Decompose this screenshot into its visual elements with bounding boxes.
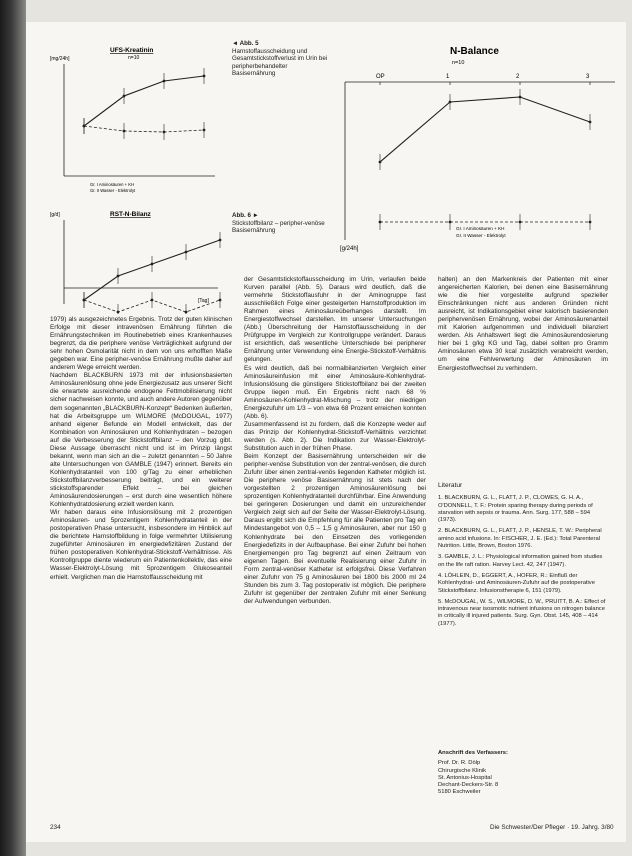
journal-footer: Die Schwester/Der Pfleger · 19. Jahrg. 3/80	[490, 824, 614, 831]
fig3-title: N-Balance	[450, 46, 499, 57]
literature-item: 3. GAMBLE, J. L.: Physiological information gained from studies on the life raft ration. Harvey Lect. 42, 247 (1947).	[438, 554, 603, 568]
caption-abb5-text: Harnstoffausscheidung und Gesamtstickstoffverlust im Urin bei peripherbehandelter Basisernährung	[232, 47, 328, 78]
literature-heading: Literatur	[438, 482, 463, 489]
fig1-series-gr1-line	[84, 76, 204, 126]
figure-rst-n-bilanz	[50, 208, 225, 314]
fig1-series-gr2-line	[84, 126, 204, 132]
fig1-legend-1: Gr. I Aminosäuren + KH	[90, 182, 135, 187]
fig3-tick-label: 1	[446, 74, 450, 80]
fig1-legend-2: Gr. II Wasser - Elektrolyt	[90, 188, 136, 193]
fig3-n: n=10	[452, 60, 465, 66]
fig1-title: UFS-Kreatinin	[110, 47, 154, 54]
literature-item: 5. McDOUGAL, W. S., WILMORE, D. W., PRUITT, B. A.: Effect of intravenous near isosmotic nutrient infusions on nitrogen balance in critically ill injured patients. Surg. Gyn. Obst. 145, 408 – 414 (1977).	[438, 598, 606, 627]
fig1-unit: [mg/24h]	[50, 56, 70, 62]
fig1-n: n=10	[128, 55, 140, 61]
col2-paragraph: Beim Konzept der Basisernährung unterscheiden wir die peripher-venöse Substitution von der zentral-venösen, die durch Zufuhr über einen zentral-venös liegenden Katheter möglich ist. Die periphere venöse Basisernährung ist stets nach der vorgestellten 2 prozentigen Aminosäurenlösung bei sprozentigen Kohlenhydratanteil durchführbar. Eine Anwendung bei geringeren Dosierungen und damit ein unzureichender Vergleich zeigt sich auf der Seite der Wasser-Elektrolyt-Lösung. Daraus ergibt sich die Empfehlung für alle Patienten pro Tag ein Mindestangebot von 0,5 – 1,5 g Aminosäuren, aber nur 150 g Kohlenhydrate bei den Einsetzen des vorliegenden Energiedefizits in der Aufbauphase. Bei einer Zufuhr bei hohen Energiemengen pro Tag begrenzt auf einen Zeitraum von eigenen Tagen. Bei eventuelle Realisierung einer Zufuhr in Form zentral-venöser Katheter ist erfolgsfrei. Diese Verfahren einer Zufuhr von 75 g Aminosäuren bei 1800 bis 2000 ml 24 Stunden bis zum 3. Tag postoperativ ist möglich. Die periphere Zufuhr ist gegenüber der zentralen Zufuhr mit einer Senkung der Aufwendungen verbunden.	[244, 453, 426, 605]
fig3-tick-label: 3	[586, 74, 590, 80]
caption-abb6	[232, 212, 330, 235]
figure-n-balance	[340, 40, 618, 256]
body-column-1	[50, 316, 232, 582]
fig2-unit: [g/d]	[50, 212, 60, 218]
caption-abb6-label: Abb. 6 ►	[232, 212, 259, 219]
literature-item: 2. BLACKBURN, G. L., FLATT, J. P., HENSLE, T. W.: Peripheral amino acid infusions. In: FISCHER, J. E. (Ed.): Total Parenteral Nutrition. Little, Brown, Boston 1976.	[438, 528, 602, 550]
col3-paragraph: halten) an den Markenkreis der Patienten mit einer angereicherten Kalorien, bei denen eine Basisernährung wie die hier vorgestellte aufgrund spezieller Einschränkungen nicht aus anderen Gründen nicht ausreicht, ist Indikationsgebiet einer kalorisch basierenden periphervenösen Ernährung, wobei der Aminosäurenanteil mit Kalorien aufgenommen und individuell bilanziert werden. Als Anhaltswert liegt die Aminosäurendosierung hier bei 1 g/kg KG und Tag, dabei sollten pro Gramm Aminosäuren etwa 30 kcal zusätzlich verabreicht werden, um eine Fehlverwertung der Aminosäuren im Energiestoffwechsel zu verhindern.	[438, 276, 608, 372]
col2-paragraph: der Gesamtstickstoffausscheidung im Urin, verlaufen beide Kurven parallel (Abb. 5). Daraus wird deutlich, daß die vermehrte Stickstoffausfuhr in der Aminogruppe fast ausschließlich Folge einer gesteigerten Harnstoffproduktion im Rahmen eines Aminosäureüberhanges darstellt. Im Energiestoffwechsel darstellen. Im unserer Untersuchungen (Abb.) Überschreitung der Harnstoffausscheidung in der Prüfgruppe im Vergleich zur Kontrollgruppe verändert. Daraus ist ersichtlich, daß wesentliche Unterschiede bei peripherer Ernährung unter Verwendung eine Energie-Stickstoff-Verhältnis gelungen.	[244, 276, 426, 364]
col2-paragraph: Zusammenfassend ist zu fordern, daß die Konzepte weder auf das Prinzip der Kohlenhydrat-Stickstoff-Verhältnis verzichtet werden (s. Abb. 2). Die Indikation zur Wasser-Elektrolyt-Substitution auch in der frühen Phase.	[244, 420, 426, 452]
fig3-legend-2: Gr. II Wasser - Elektrolyt	[456, 233, 506, 238]
fig3-tick-label: OP	[376, 74, 385, 80]
col1-paragraph: Nachdem BLACKBURN 1973 mit der infusionsbasierten Aminosäurenlösung ohne jede Energiezusatz aus unserer Sicht die erwartete ausreichende endogene Fettmobilisierung nicht sicher nachweisen konnte, und auch andere Autoren gegenüber dem sogenannten „BLACKBURN-Konzept“ Bedenken äußerten, hat die Arbeitsgruppe um WILMORE (McDOUGAL, 1977) anhand eigener Befunde ein Modell entwickelt, das der Kombination von Aminosäuren und Kohlenhydraten – bezogen auf die Verbesserung der Stickstoffbilanz – den Vorzug gibt. Diese Aussage überrascht nicht und ist im Prinzip längst bekannt, wenn man sich an die – zuletzt genannten – 50 Jahre alte Untersuchungen von GAMBLE (1947) erinnert. Bereits ein Kohlenhydratanteil von 100 g/Tag zu einer erheblichen Stickstoffbilanzverbesserung beiträgt, und ein weiterer stickstoffsparender Effekt – bei gleichen Aminosäurendosierungen – erst durch eine wesentlich höhere Kohlenhydratdosierung erzielt werden kann.	[50, 372, 232, 509]
address-line: Dechant-Deckers-Str. 8	[438, 782, 499, 789]
fig2-title: RST-N-Bilanz	[110, 211, 151, 218]
col1-paragraph: Wir haben daraus eine Infusionslösung mit 2 prozentigen Aminosäuren- und 5prozentigem Kohlenhydratanteil in der postoperativen Phase untersucht, insbesondere im Hinblick auf die berichtete Harnstoffbildung in folge vermehrter Utilisierung zugeführter Aminosäuren im energiedefizitären Zustand der frühen postoperativen Kohlenhydrat-Stickstoff-Verhältnisse. Als Kontrollgruppe diente wiederum ein Patientenkollektiv, das eine Wasser-Elektrolyt-Lösung mit 5prozentigem Glukoseanteil erhielt. Verglichen man die Harnstoffausscheidung mit	[50, 509, 232, 581]
fig2-xunit: [Tag]	[198, 298, 209, 304]
caption-abb5	[232, 40, 330, 78]
col2-paragraph: Es wird deutlich, daß bei normalbilanzierten Vergleich einer Aminosäureinfusion mit einer Aminosäure-Kohlenhydrat-Infusionslösung die günstigere Stickstoffbilanz bei der zweiten Gruppe liegen muß. Ein Ergebnis nicht nach 68 % Aminosäuren-Kohlenhydrat-Mischung – trotz der niedrigen Energiezufuhr um 1/3 – von etwa 68 Prozent erreichen konnten (Abb. 6).	[244, 364, 426, 420]
fig1-plot-area	[83, 68, 206, 140]
fig3-series-gr1-line	[380, 97, 590, 162]
address-line: 5180 Eschweiler	[438, 789, 481, 796]
literature-item: 4. LÖHLEIN, D., EGGERT, A., HOFER, R.: Einfluß der Kohlenhydrat- und Aminosäuren-Zufuhr auf die postoperative Stickstoffbilanz. Infusionstherapie 6, 151 (1979).	[438, 572, 595, 594]
figure-ufs-kreatinin	[50, 44, 220, 200]
address-line: Chirurgische Klinik	[438, 767, 487, 774]
col1-paragraph: 1979) als ausgezeichnetes Ergebnis. Trotz der guten klinischen Erfolge mit dieser intravenösen Ernährung führten die Ernährungstechniken im Routinebetrieb eines Krankenhauses begrenzt, da die periphere venöse Verträglichkeit aufgrund der sehr hohen Osmolarität nicht in dem von uns erhofften Maße gegeben war. Eine peripher-venöse Ernährung mußte daher auf anderem Wege erreicht werden.	[50, 316, 232, 372]
book-gutter-shadow	[0, 0, 26, 856]
caption-abb5-label: ◄ Abb. 5	[232, 40, 259, 47]
body-column-3	[438, 276, 608, 373]
body-column-2	[244, 276, 426, 606]
literature-item: 1. BLACKBURN, G. L., FLATT, J. P., CLOWES, G. H. A., O'DONNELL, T. F.: Protein sparing therapy during periods of starvation with sepsis or trauma. Ann. Surg. 177, 588 – 594 (1973).	[438, 495, 593, 524]
author-address	[438, 750, 610, 797]
caption-abb6-text: Stickstoffbilanz – peripher-venöse Basisernährung	[232, 219, 325, 235]
address-line: Prof. Dr. R. Dölp	[438, 760, 481, 767]
fig3-plot-area	[376, 74, 591, 230]
address-heading: Anschrift des Verfassers:	[438, 750, 508, 756]
fig3-legend-1: Gr. I Aminosäuren + KH	[456, 226, 505, 231]
page-number: 234	[50, 824, 61, 831]
address-line: St. Antonius-Hospital	[438, 774, 492, 781]
fig3-unit: [g/24h]	[340, 246, 359, 252]
fig3-tick-label: 2	[516, 74, 520, 80]
literature-list	[438, 482, 610, 632]
